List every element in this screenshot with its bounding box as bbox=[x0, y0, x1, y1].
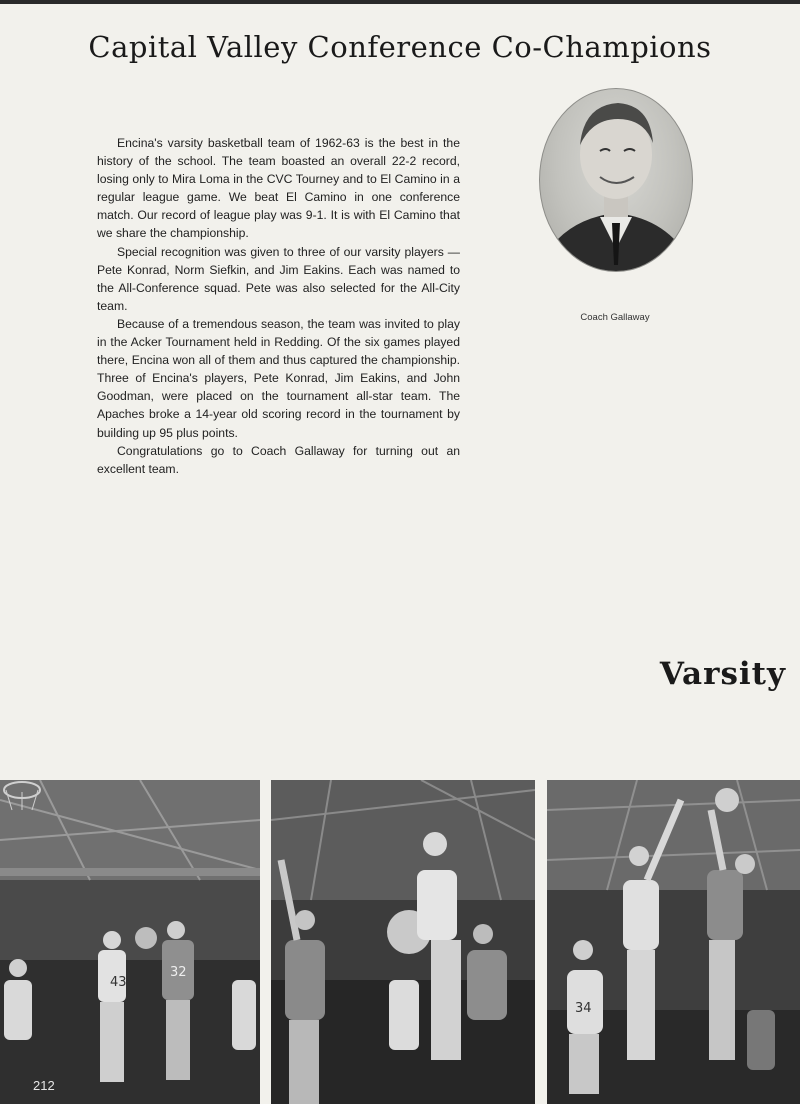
article-body bbox=[97, 134, 460, 478]
page-title: Capital Valley Conference Co-Champions bbox=[88, 30, 712, 64]
page-number: 212 bbox=[33, 1078, 55, 1093]
paragraph: Special recognition was given to three of our varsity players — Pete Konrad, Norm Siefkin, and Jim Eakins. Each was named to the All-Conference squad. Pete was also selected for the All-City team. bbox=[97, 244, 460, 313]
paragraph: Encina's varsity basketball team of 1962-63 is the best in the history of the school. The team boasted an overall 22-2 record, losing only to Mira Loma in the CVC Tourney and to El Camino in a regular league game. We beat El Camino in one conference match. Our record of league play was 9-1. It is with El Camino that we share the championship. bbox=[97, 136, 460, 241]
jersey-number: 34 bbox=[575, 1001, 592, 1016]
page-top-edge bbox=[0, 0, 800, 4]
paragraph: Congratulations go to Coach Gallaway for turning out an excellent team. bbox=[97, 443, 460, 476]
coach-portrait-photo bbox=[539, 88, 693, 272]
game-photo-3 bbox=[547, 780, 800, 1104]
paragraph: Because of a tremendous season, the team was invited to play in the Acker Tournament held in Redding. Of the six games played there, Encina won all of them and thus captured the championship. Three of Encina's players, Pete Konrad, Jim Eakins, and John Goodman, were placed on the tournament all-star team. The Apaches broke a 14-year old scoring record in the tournament by building up 95 plus points. bbox=[97, 316, 460, 440]
game-photo-2 bbox=[271, 780, 535, 1104]
portrait-caption: Coach Gallaway bbox=[580, 312, 650, 323]
section-heading: Varsity bbox=[659, 656, 786, 692]
portrait-illustration bbox=[540, 89, 692, 271]
game-photo-1 bbox=[0, 780, 260, 1104]
jersey-number: 43 bbox=[110, 975, 127, 990]
jersey-number: 32 bbox=[170, 965, 187, 980]
